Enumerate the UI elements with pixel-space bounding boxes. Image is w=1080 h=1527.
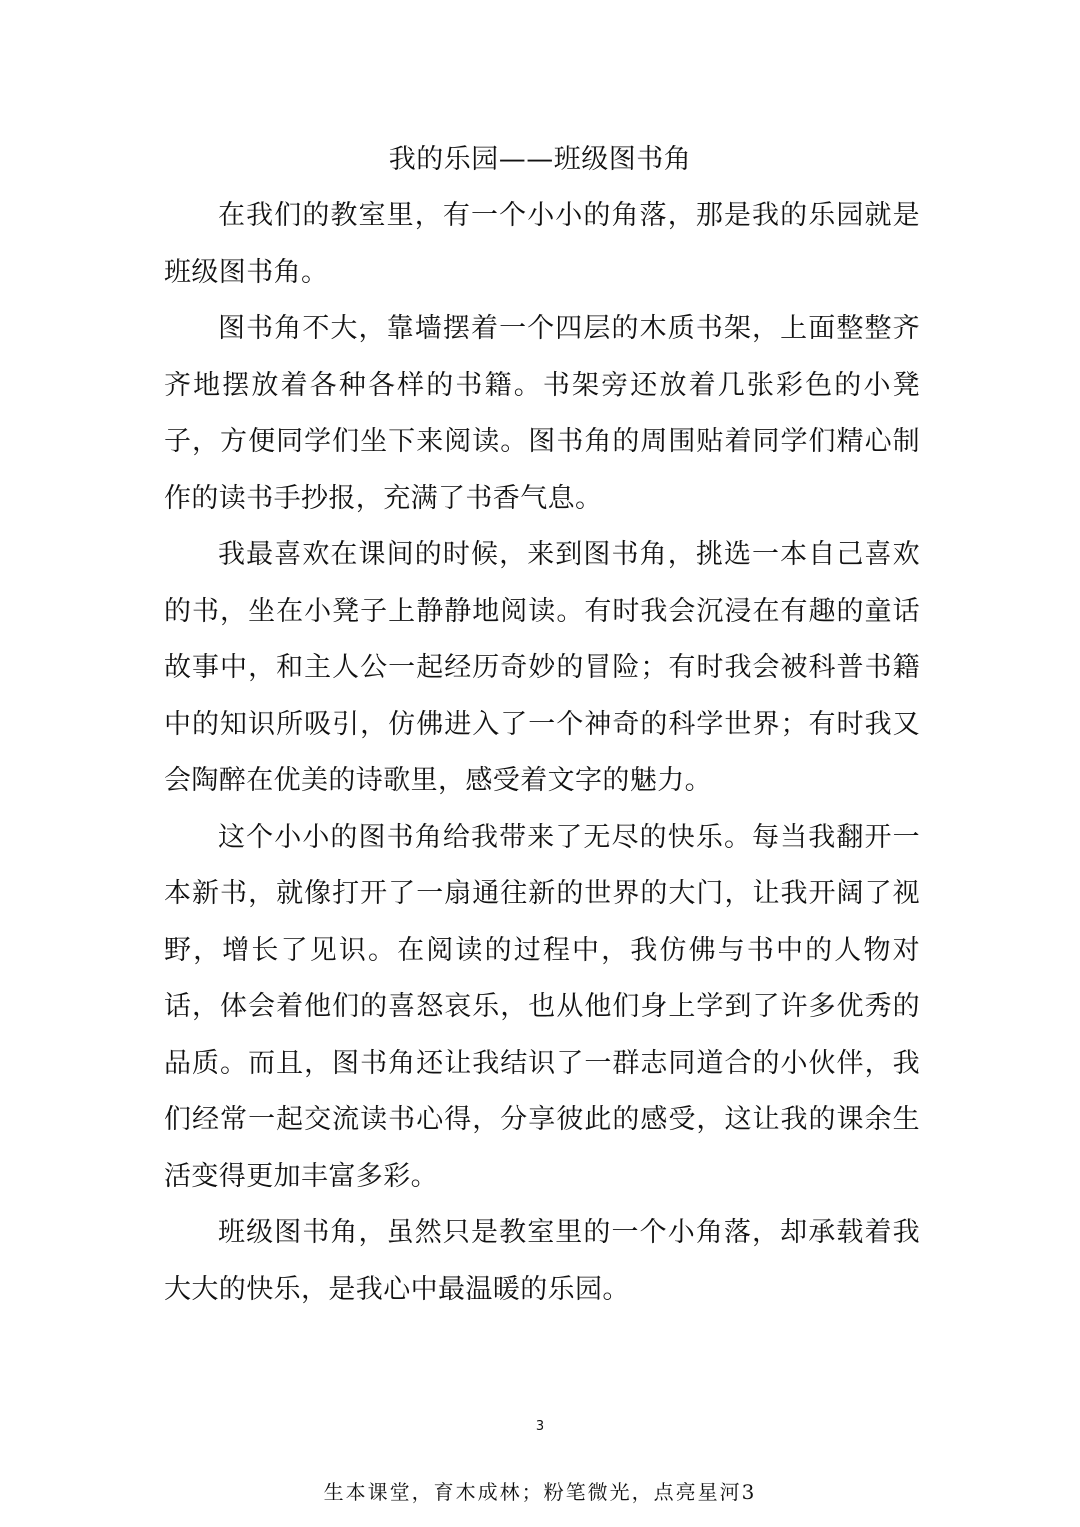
paragraph: 这个小小的图书角给我带来了无尽的快乐。每当我翻开一本新书，就像打开了一扇通往新的世界的大门，让我开阔了视野，增长了见识。在阅读的过程中，我仿佛与书中的人物对话，体会着他们的喜怒哀乐，也从他们身上学到了许多优秀的品质。而且，图书角还让我结识了一群志同道合的小伙伴，我们经常一起交流读书心得，分享彼此的感受，这让我的课余生活变得更加丰富多彩。 bbox=[164, 821, 920, 1192]
page-footer: 生本课堂，育木成林；粉笔微光，点亮星河3 bbox=[323, 1480, 757, 1504]
paragraph: 在我们的教室里，有一个小小的角落，那是我的乐园就是班级图书角。 bbox=[164, 200, 920, 288]
paragraph: 班级图书角，虽然只是教室里的一个小角落，却承载着我大大的快乐，是我心中最温暖的乐园。 bbox=[164, 1217, 920, 1305]
essay-title: 我的乐园——班级图书角 bbox=[388, 144, 692, 175]
essay-body bbox=[164, 188, 920, 1318]
paragraph: 图书角不大，靠墙摆着一个四层的木质书架，上面整整齐齐地摆放着各种各样的书籍。书架旁还放着几张彩色的小凳子，方便同学们坐下来阅读。图书角的周围贴着同学们精心制作的读书手抄报，充满了书香气息。 bbox=[164, 313, 920, 514]
paragraph: 我最喜欢在课间的时候，来到图书角，挑选一本自己喜欢的书，坐在小凳子上静静地阅读。有时我会沉浸在有趣的童话故事中，和主人公一起经历奇妙的冒险；有时我会被科普书籍中的知识所吸引，仿佛进入了一个神奇的科学世界；有时我又会陶醉在优美的诗歌里，感受着文字的魅力。 bbox=[164, 539, 920, 796]
page-number: 3 bbox=[535, 1419, 545, 1434]
